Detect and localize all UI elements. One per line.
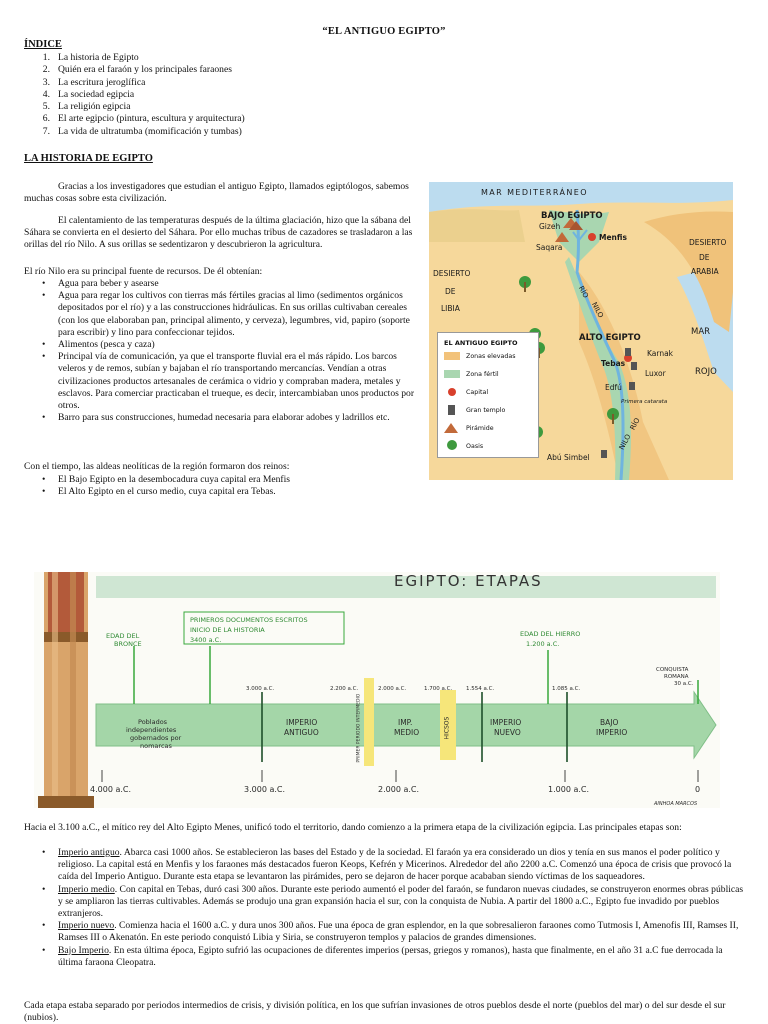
timeline-conquest-1: CONQUISTA <box>656 667 689 673</box>
timeline-drawing <box>34 572 720 808</box>
index-item: 1. La historia de Egipto <box>42 52 139 63</box>
egypt-map <box>429 182 733 480</box>
map-label-desert-libya-1: DESIERTO <box>433 269 471 278</box>
map-label-luxor: Luxor <box>645 369 666 378</box>
index-heading: ÍNDICE <box>24 39 62 50</box>
map-label-river-1: RÍO <box>576 284 590 300</box>
list-item: • Imperio antiguo. Abarca casi 1000 años. Se establecieron las bases del Estado y de la sociedad. El faraón ya era considerado un dios y tenía en sus manos el poder político y religioso. La capital está en Menfis y los faraones más destacados fueron Keops, Kefrén y Micerinos. Alrededor del año 2200 a.C. Comenzó una época de crisis que provocó la caída del Imperio Antiguo. Durante esta etapa se levantaron las pirámides, pero se dejaron de hacer porque acababan siendo víctimas de los saqueadores. <box>24 847 746 884</box>
map-label-river-south-1: RÍO <box>628 416 642 432</box>
index-item: 3. La escritura jeroglífica <box>42 76 146 88</box>
pyramid-icon <box>444 423 458 433</box>
period-name: Imperio nuevo <box>58 920 115 932</box>
index-item: 5. La religión egipcia <box>42 101 131 113</box>
timeline-segment-1-line: independientes <box>126 726 177 734</box>
paragraph-nile-resources: El río Nilo era su principal fuente de recursos. De él obtenían: <box>24 266 263 277</box>
timeline-date: 2.200 a.C. <box>330 686 359 692</box>
legend-item: Zonas elevadas <box>444 349 536 365</box>
map-label-tebas: Tebas <box>601 359 626 368</box>
map-label-desert-arabia-3: ARABIA <box>691 267 719 276</box>
legend-item: Zona fértil <box>444 367 536 383</box>
list-item: • Imperio nuevo. Comienza hacia el 1600 a.C. y dura unos 300 años. Fue una época de gran esplendor, en la que sobresalieron faraones como Tutmosis I, Amenofis III, Ramses II, Ramses III o Akenatón. En este periodo conquistó Libia y Siria, se construyeron templos y palacios de grandes dimensiones. <box>24 920 746 944</box>
legend-item: Gran templo <box>444 403 536 419</box>
timeline-intermediate-1: PRIMER PERIODO INTERMEDIO <box>356 693 362 763</box>
timeline-segment-2-line: ANTIGUO <box>284 728 319 737</box>
list-item: • Agua para beber y asearse <box>24 278 418 290</box>
period-name: Bajo Imperio <box>58 944 109 956</box>
timeline-segment-1-line: nomarcas <box>140 742 172 750</box>
map-label-edfu: Edfú <box>605 383 622 392</box>
timeline-axis-label: 4.000 a.C. <box>90 785 132 794</box>
timeline-title: EGIPTO: ETAPAS <box>394 572 543 590</box>
legend-item: Pirámide <box>444 421 536 437</box>
timeline-segment-3-line: IMP. <box>398 718 413 727</box>
temple-icon <box>448 405 455 415</box>
paragraph-climate: El calentamiento de las temperaturas después de la última glaciación, hizo que la sábana del Sáhara se convierta en el desierto del Sáhara. Por ello muchas tribus de cazadores se trasladaron a las orillas del río Nilo. A sus orillas se sedentizaron y descubrieron la agricultura. <box>24 215 413 251</box>
timeline-iron-1: EDAD DEL HIERRO <box>520 630 581 638</box>
timeline-axis-label: 2.000 a.C. <box>378 785 420 794</box>
timeline-segment-4-line: NUEVO <box>494 728 521 737</box>
map-label-red-sea-1: MAR <box>691 327 711 337</box>
timeline-author: AINHOA MARCOS <box>654 801 698 807</box>
map-label-menfis: Menfis <box>599 233 627 242</box>
index-item: 6. El arte egipcio (pintura, escultura y arquitectura) <box>42 113 245 125</box>
timeline-segment-5-line: IMPERIO <box>596 728 628 737</box>
map-label-lower-egypt: BAJO EGIPTO <box>541 211 603 221</box>
map-label-desert-arabia-2: DE <box>699 253 710 262</box>
map-label-river-2: NILO <box>589 300 605 320</box>
kingdoms-list <box>24 474 418 498</box>
timeline-segment-1-line: gobernados por <box>130 734 182 742</box>
timeline-iron-2: 1.200 a.C. <box>526 640 560 648</box>
periods-list <box>24 847 746 969</box>
map-label-cataract: Primera catarata <box>621 399 668 405</box>
oasis-icon <box>447 440 457 450</box>
resources-list <box>24 278 418 424</box>
period-name: Imperio antiguo <box>58 847 120 858</box>
index-item: 7. La vida de ultratumba (momificación y tumbas) <box>42 125 242 137</box>
timeline-conquest-2: ROMANA <box>664 674 689 680</box>
list-item: • El Alto Egipto en el curso medio, cuya capital era Tebas. <box>24 486 418 498</box>
map-label-mediterranean: MAR MEDITERRÁNEO <box>481 188 588 197</box>
list-item: • Barro para sus construcciones, humedad necesaria para elaborar adobes y ladrillos etc. <box>24 412 418 424</box>
index-item: 4. La sociedad egipcia <box>42 88 135 100</box>
timeline-first-docs-3: 3400 a.C. <box>190 636 222 644</box>
map-label-desert-libya-2: DE <box>445 287 456 296</box>
map-label-upper-egypt: ALTO EGIPTO <box>579 333 641 343</box>
timeline-conquest-3: 30 a.C. <box>674 681 694 687</box>
timeline-first-docs-1: PRIMEROS DOCUMENTOS ESCRITOS <box>190 616 308 624</box>
list-item: • Imperio medio. Con capital en Tebas, duró casi 300 años. Durante este periodo aumentó el poder del faraón, se fundaron nuevas ciudades, se construyeron enormes obras públicas y se ampliaron las tierras cultivables. Además se produjo una gran expansión hacia el sur, con la conquista de Nubia. A partir del 1800 a.C., Egipto fue invadido por pueblos extranjeros. <box>24 884 746 921</box>
timeline-date: 2.000 a.C. <box>378 686 407 692</box>
list-item: • El Bajo Egipto en la desembocadura cuya capital era Menfis <box>24 474 418 486</box>
timeline-date: 1.700 a.C. <box>424 686 453 692</box>
timeline-axis-label: 0 <box>695 785 701 794</box>
capital-icon <box>448 388 456 396</box>
period-name: Imperio medio <box>58 883 115 895</box>
index-item: 2. Quién era el faraón y los principales faraones <box>42 64 232 76</box>
legend-title: EL ANTIGUO EGIPTO <box>444 339 518 347</box>
timeline-graphic <box>34 572 720 808</box>
map-label-abu-simbel: Abú Simbel <box>547 453 590 462</box>
timeline-bronze-2: BRONCE <box>114 640 142 648</box>
paragraph-intermediate-periods: Cada etapa estaba separado por periodos intermedios de crisis, y división política, en los que sufrían invasiones de otros pueblos desde el norte (pueblos del mar) o del sur desde el sur (nubios). <box>24 1000 726 1024</box>
map-label-red-sea-2: ROJO <box>695 367 717 377</box>
index-list <box>24 52 245 138</box>
map-legend <box>437 332 539 458</box>
paragraph-kingdoms: Con el tiempo, las aldeas neolíticas de la región formaron dos reinos: <box>24 461 290 472</box>
timeline-date: 1.554 a.C. <box>466 686 495 692</box>
timeline-first-docs-2: INICIO DE LA HISTORIA <box>190 626 265 634</box>
map-label-saqara: Saqara <box>536 243 563 252</box>
timeline-segment-1-line: Poblados <box>138 718 168 726</box>
timeline-segment-5-line: BAJO <box>600 718 619 727</box>
timeline-intermediate-2: HICSOS <box>443 716 451 740</box>
document-title: “EL ANTIGUO EGIPTO” <box>322 26 446 37</box>
timeline-segment-4-line: IMPERIO <box>490 718 522 727</box>
timeline-segment-2-line: IMPERIO <box>286 718 318 727</box>
list-item: • Alimentos (pesca y caza) <box>24 339 418 351</box>
timeline-segment-3-line: MEDIO <box>394 728 420 737</box>
map-label-karnak: Karnak <box>647 349 674 358</box>
legend-item: Oasis <box>444 439 536 455</box>
timeline-date: 3.000 a.C. <box>246 686 275 692</box>
legend-item: Capital <box>444 385 536 401</box>
map-label-gizeh: Gizeh <box>539 222 561 231</box>
paragraph-menes: Hacia el 3.100 a.C., el mítico rey del Alto Egipto Menes, unificó todo el territorio, dando comienzo a la primera etapa de la civilización egipcia. Las principales etapas son: <box>24 822 682 833</box>
paragraph-egyptologists: Gracias a los investigadores que estudian el antiguo Egipto, llamados egiptólogos, sabemos muchas cosas sobre esta civilización. <box>24 181 409 205</box>
list-item: • Bajo Imperio. En esta última época, Egipto sufrió las ocupaciones de diferentes imperios (persas, griegos y romanos), hasta que finalmente, en el año 31 a.C fue derrocada la última faraona Cleopatra. <box>24 945 746 969</box>
section-heading-history: LA HISTORIA DE EGIPTO <box>24 153 153 164</box>
list-item: • Principal vía de comunicación, ya que el transporte fluvial era el más rápido. Los barcos veleros y de remos, subían y bajaban el río transportando mercancías. Vendían a otras civilizaciones productos artesanales de cerámica o vidrio y compraban madera, metales y esclavos. Para comerciar practicaban el trueque, es decir, intercambiaban unos productos por otros. <box>24 351 418 412</box>
list-item: • Agua para regar los cultivos con tierras más fértiles gracias al limo (sedimentos orgánicos depositados por el río) y a las construcciones hidráulicas. En sus orillas cultivaban cereales (con los que elaboraban pan, principal alimento, y cerveza), legumbres, vid, papiro (soporte para escribir) y lino para confeccionar tejidos. <box>24 290 418 339</box>
map-label-river-south-2: NILO <box>617 432 633 452</box>
timeline-axis-label: 1.000 a.C. <box>548 785 590 794</box>
timeline-axis-label: 3.000 a.C. <box>244 785 286 794</box>
map-label-desert-libya-3: LIBIA <box>441 304 460 313</box>
timeline-date: 1.085 a.C. <box>552 686 581 692</box>
timeline-bronze-1: EDAD DEL <box>106 632 140 640</box>
map-label-desert-arabia-1: DESIERTO <box>689 238 727 247</box>
